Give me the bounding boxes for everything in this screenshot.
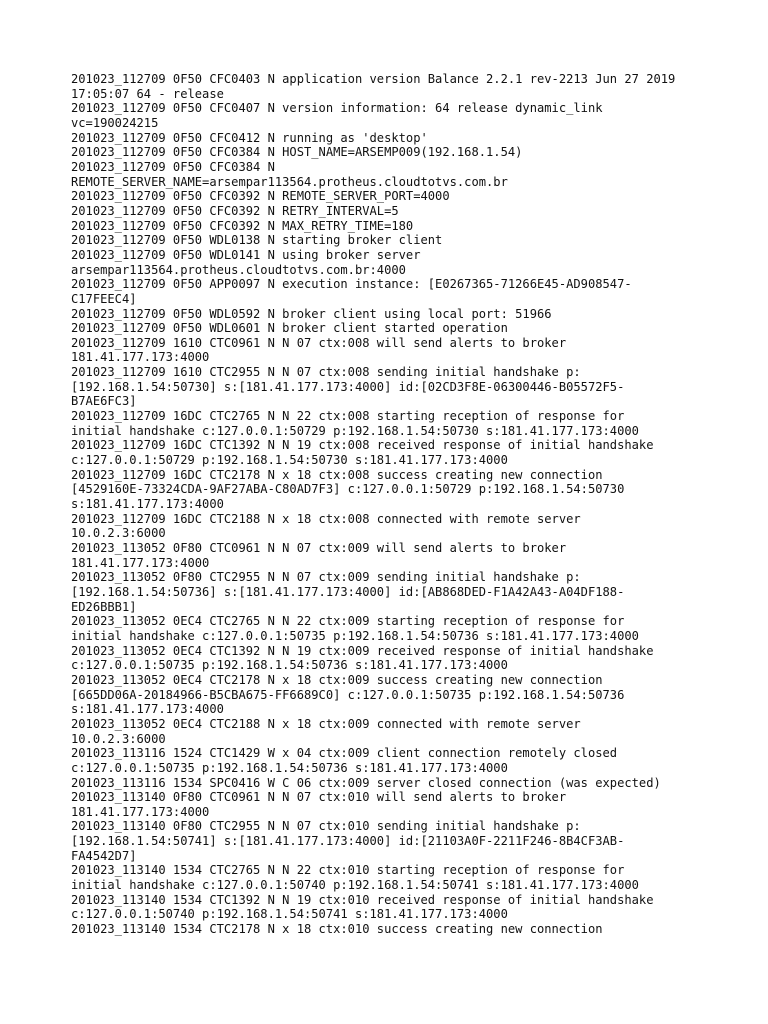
log-line: 201023_112709 0F50 CFC0392 N MAX_RETRY_TIME=180 <box>71 218 414 233</box>
log-line: initial handshake c:127.0.0.1:50729 p:192.168.1.54:50730 s:181.41.177.173:4000 <box>71 423 639 438</box>
log-line: ED26BBB1] <box>71 599 137 614</box>
log-line: [192.168.1.54:50730] s:[181.41.177.173:4000] id:[02CD3F8E-06300446-B05572F5- <box>71 379 625 394</box>
log-line: 201023_112709 16DC CTC2188 N x 18 ctx:008 connected with remote server <box>71 511 581 526</box>
log-line: [192.168.1.54:50741] s:[181.41.177.173:4000] id:[21103A0F-2211F246-8B4CF3AB- <box>71 834 625 849</box>
log-line: REMOTE_SERVER_NAME=arsempar113564.protheus.cloudtotvs.com.br <box>71 174 508 189</box>
log-line: c:127.0.0.1:50735 p:192.168.1.54:50736 s:181.41.177.173:4000 <box>71 760 508 775</box>
log-line: 201023_113140 0F80 CTC0961 N N 07 ctx:010 will send alerts to broker <box>71 790 567 805</box>
log-line: 201023_113052 0EC4 CTC2188 N x 18 ctx:009 connected with remote server <box>71 716 581 731</box>
log-line: 201023_113140 1534 CTC1392 N N 19 ctx:010 received response of initial handshake <box>71 892 654 907</box>
log-line: 201023_113052 0F80 CTC0961 N N 07 ctx:009 will send alerts to broker <box>71 541 567 555</box>
log-line: s:181.41.177.173:4000 <box>71 497 224 512</box>
log-line: 201023_113116 1534 SPC0416 W C 06 ctx:009 server closed connection (was expected) <box>71 775 661 790</box>
log-line: 201023_112709 1610 CTC0961 N N 07 ctx:008 will send alerts to broker <box>71 335 567 350</box>
log-line: 201023_113140 1534 CTC2178 N x 18 ctx:010 success creating new connection <box>71 922 603 937</box>
log-line: 201023_112709 16DC CTC2178 N x 18 ctx:008 success creating new connection <box>71 467 603 482</box>
log-line: C17FEEC4] <box>71 291 137 306</box>
log-line: 201023_113140 1534 CTC2765 N N 22 ctx:010 starting reception of response for <box>71 863 625 878</box>
log-line: arsempar113564.protheus.cloudtotvs.com.br:4000 <box>71 262 406 277</box>
log-line: c:127.0.0.1:50740 p:192.168.1.54:50741 s:181.41.177.173:4000 <box>71 907 508 922</box>
log-line: 181.41.177.173:4000 <box>71 350 210 365</box>
log-document <box>71 72 711 937</box>
log-line: 201023_112709 16DC CTC1392 N N 19 ctx:008 received response of initial handshake <box>71 438 654 453</box>
log-line: [665DD06A-20184966-B5CBA675-FF6689C0] c:127.0.0.1:50735 p:192.168.1.54:50736 <box>71 687 625 702</box>
log-line: 201023_112709 0F50 WDL0601 N broker client started operation <box>71 321 508 336</box>
log-line: 201023_112709 0F50 CFC0384 N <box>71 159 275 174</box>
log-line: 10.0.2.3:6000 <box>71 731 166 746</box>
log-line: c:127.0.0.1:50735 p:192.168.1.54:50736 s:181.41.177.173:4000 <box>71 658 508 673</box>
log-line: 201023_112709 0F50 WDL0138 N starting broker client <box>71 233 443 248</box>
log-line: [4529160E-73324CDA-9AF27ABA-C80AD7F3] c:127.0.0.1:50729 p:192.168.1.54:50730 <box>71 482 625 497</box>
log-line: 201023_112709 16DC CTC2765 N N 22 ctx:008 starting reception of response for <box>71 409 625 424</box>
log-line: initial handshake c:127.0.0.1:50740 p:192.168.1.54:50741 s:181.41.177.173:4000 <box>71 878 639 893</box>
log-line: 181.41.177.173:4000 <box>71 555 210 570</box>
log-line: 201023_112709 0F50 APP0097 N execution instance: [E0267365-71266E45-AD908547- <box>71 277 632 292</box>
log-line: 181.41.177.173:4000 <box>71 804 210 819</box>
log-line: initial handshake c:127.0.0.1:50735 p:192.168.1.54:50736 s:181.41.177.173:4000 <box>71 628 639 643</box>
log-line: 201023_112709 1610 CTC2955 N N 07 ctx:008 sending initial handshake p: <box>71 365 581 380</box>
log-line: 201023_112709 0F50 CFC0403 N application version Balance 2.2.1 rev-2213 Jun 27 2019 <box>71 72 676 86</box>
log-line: 201023_113052 0EC4 CTC2765 N N 22 ctx:009 starting reception of response for <box>71 614 625 629</box>
log-line: FA4542D7] <box>71 848 137 863</box>
log-line: 201023_112709 0F50 CFC0384 N HOST_NAME=ARSEMP009(192.168.1.54) <box>71 145 523 160</box>
log-line: vc=190024215 <box>71 115 159 130</box>
log-line: 10.0.2.3:6000 <box>71 526 166 541</box>
log-line: 201023_112709 0F50 CFC0407 N version information: 64 release dynamic_link <box>71 101 603 116</box>
log-line: c:127.0.0.1:50729 p:192.168.1.54:50730 s:181.41.177.173:4000 <box>71 453 508 468</box>
log-line: 201023_113052 0F80 CTC2955 N N 07 ctx:009 sending initial handshake p: <box>71 570 581 585</box>
log-line: 201023_113052 0EC4 CTC1392 N N 19 ctx:009 received response of initial handshake <box>71 643 654 658</box>
log-line: 201023_112709 0F50 CFC0412 N running as 'desktop' <box>71 130 428 145</box>
log-line: 201023_112709 0F50 CFC0392 N RETRY_INTERVAL=5 <box>71 203 399 218</box>
log-line: 201023_113052 0EC4 CTC2178 N x 18 ctx:009 success creating new connection <box>71 672 603 687</box>
log-line: 201023_113116 1524 CTC1429 W x 04 ctx:009 client connection remotely closed <box>71 746 618 761</box>
log-line: s:181.41.177.173:4000 <box>71 702 224 717</box>
log-line: 17:05:07 64 - release <box>71 86 224 101</box>
log-line: B7AE6FC3] <box>71 394 137 409</box>
log-line: 201023_113140 0F80 CTC2955 N N 07 ctx:010 sending initial handshake p: <box>71 819 581 834</box>
log-line: 201023_112709 0F50 WDL0592 N broker client using local port: 51966 <box>71 306 552 321</box>
log-line: 201023_112709 0F50 CFC0392 N REMOTE_SERVER_PORT=4000 <box>71 189 450 204</box>
log-line: 201023_112709 0F50 WDL0141 N using broker server <box>71 247 421 262</box>
log-line: [192.168.1.54:50736] s:[181.41.177.173:4000] id:[AB868DED-F1A42A43-A04DF188- <box>71 584 625 599</box>
